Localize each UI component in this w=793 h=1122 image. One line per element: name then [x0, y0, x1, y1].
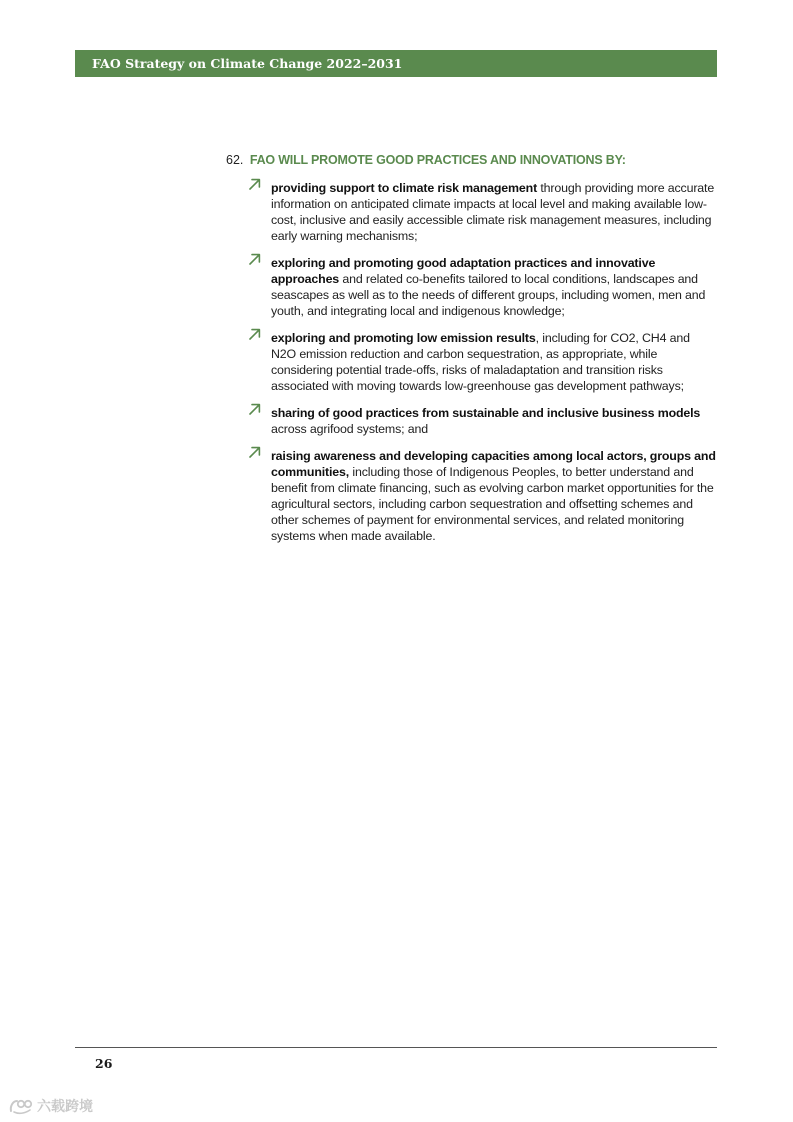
list-item: [226, 180, 718, 244]
section-title: FAO WILL PROMOTE GOOD PRACTICES AND INNOVATIONS BY:: [249, 153, 626, 167]
item-text: including those of Indigenous Peoples, to better understand and benefit from climate financing, such as evolving carbon market opportunities for the agricultural sectors, including carbon sequestration and offsetting schemes and other schemes of payment for environmental services, and related monitoring systems when made available.: [271, 465, 714, 543]
item-text: across agrifood systems; and: [271, 422, 428, 436]
arrow-up-right-icon: [248, 327, 262, 341]
item-text: through providing more accurate information on anticipated climate impacts at local level and making available low-cost, inclusive and easily accessible climate risk management measures, including early warning mechanisms;: [271, 181, 715, 243]
watermark-logo-icon: [8, 1097, 34, 1115]
arrow-up-right-icon: [248, 445, 262, 459]
page-number: 26: [95, 1056, 113, 1071]
arrow-up-right-icon: [248, 177, 262, 191]
list-item: [226, 448, 718, 544]
section-number: 62.: [226, 153, 244, 167]
bullet-list: [226, 180, 718, 544]
item-emphasis: exploring and promoting good adaptation practices and innovative approaches: [271, 256, 656, 286]
footer-divider: [75, 1047, 717, 1048]
watermark-text: 六载跨境: [37, 1098, 93, 1114]
main-content: [226, 151, 718, 555]
item-emphasis: exploring and promoting low emission results: [271, 331, 536, 345]
item-text: and related co-benefits tailored to local conditions, landscapes and seascapes as well as to the needs of different groups, including women, men and youth, and integrating local and indigenous knowledge;: [271, 272, 706, 318]
item-emphasis: raising awareness and developing capacities among local actors, groups and communities,: [271, 449, 716, 479]
section-heading: [226, 151, 718, 173]
list-item: [226, 330, 718, 394]
item-text: , including for CO2, CH4 and N2O emission reduction and carbon sequestration, as appropriate, while considering potential trade-offs, risks of maladaptation and transition risks associated with moving towards low-greenhouse gas development pathways;: [271, 331, 690, 393]
list-item: [226, 405, 718, 437]
header-bar: [75, 50, 717, 77]
arrow-up-right-icon: [248, 402, 262, 416]
document-title: FAO Strategy on Climate Change 2022–2031: [92, 56, 403, 71]
list-item: [226, 255, 718, 319]
arrow-up-right-icon: [248, 252, 262, 266]
item-emphasis: sharing of good practices from sustainable and inclusive business models: [271, 406, 701, 420]
item-emphasis: providing support to climate risk management: [271, 181, 538, 195]
watermark: [8, 1096, 93, 1116]
